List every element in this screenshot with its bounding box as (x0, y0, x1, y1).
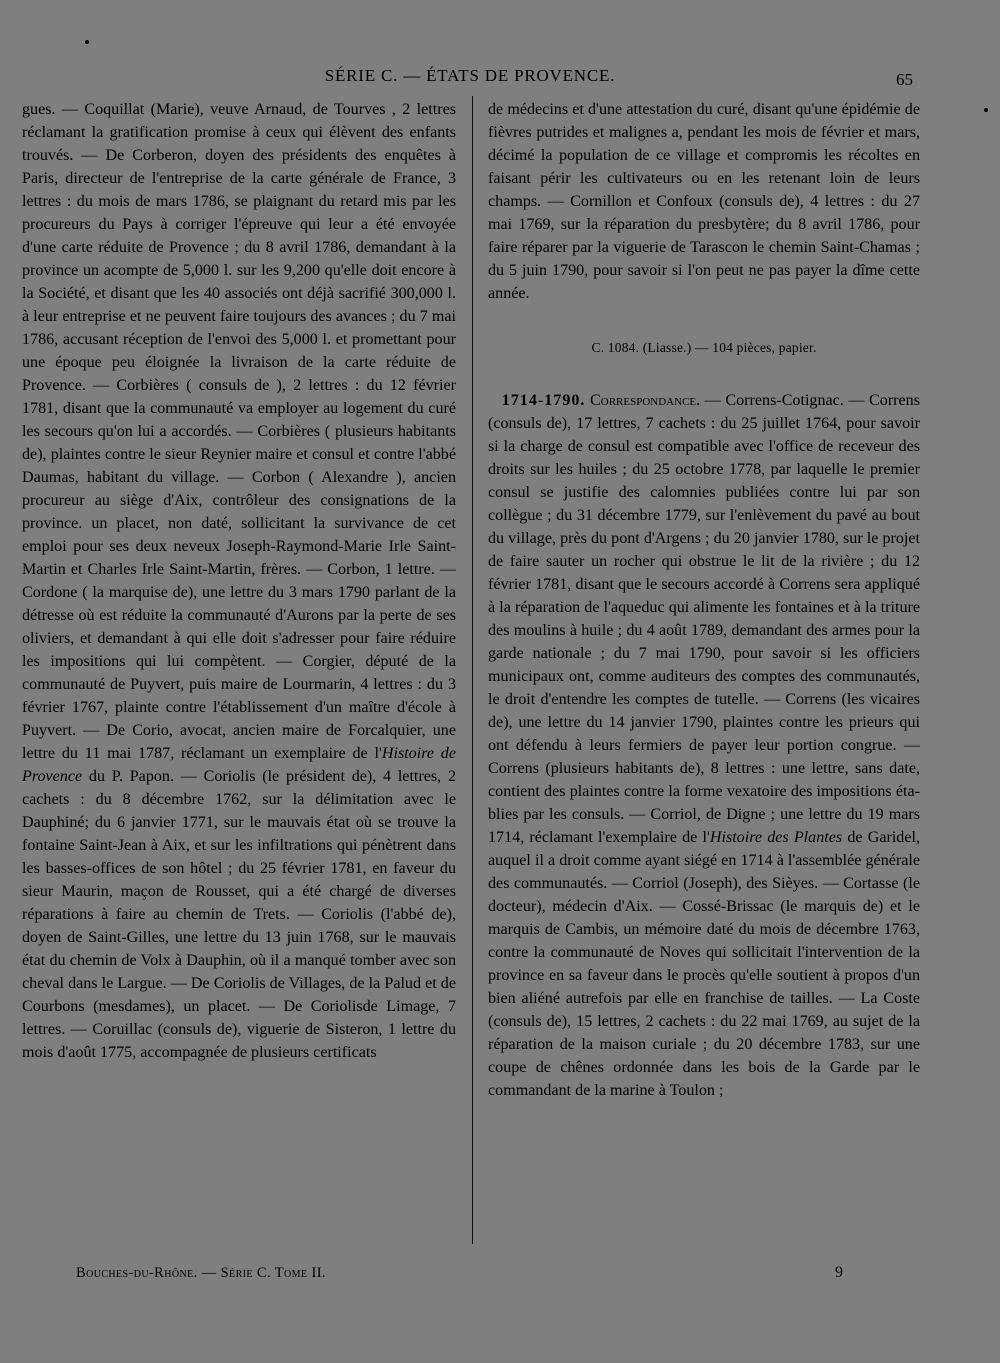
page-number: 65 (896, 70, 913, 89)
entry-heading: Correspondance. (590, 392, 701, 409)
ink-speck (984, 108, 988, 112)
column-divider (472, 96, 473, 1244)
left-italic-title: Histoire de Provence (22, 745, 456, 785)
footer-signature: 9 (835, 1264, 843, 1281)
right-column (488, 98, 920, 1102)
entry-body-b: de Garidel, auquel il a droit comme ayant siégé en 1714 à l'assemblée générale des communautés. — Corriol (Joseph), des Sièyes. — Cortasse (le docteur), médecin d'Aix. — Cossé-Brissac (le marquis de) et le marquis de Cambis, un mémoire daté du mois de décembre 1763, contre la communauté de Noves qui sollicitait l'intervention de la province en sa faveur dans le procès qu'elle soutient à propos d'un bien aliéné autrefois par elle en franchise de tailles. — La Coste (consuls de), 15 lettres, 2 cachets : du 22 mai 1769, au sujet de la réparation de la maison curiale ; du 20 décembre 1783, sur une coupe de chênes ordonnée dans les bois de la Garde par le commandant de la marine à Toulon ; (488, 829, 920, 1099)
running-title: SÉRIE C. — ÉTATS DE PROVENCE. (324, 66, 616, 85)
left-paragraph-end: du P. Papon. — Coriolis (le président de), 4 lettres, 2 cachets : du 8 décembre 1762, sur la délimitation avec le Dauphiné; du 6 janvier 1771, sur le mauvais état où se trouve la fontaine Saint-Jean à Aix, et sur les infiltrations qui pénètrent dans les basses-offices de son hôtel ; du 25 février 1781, en faveur du sieur Maurin, maçon de Rousset, qui a été chargé de diverses réparations à faire au chemin de Trets. — Coriolis (l'abbé de), doyen de Saint-Gilles, une lettre du 13 juin 1768, sur le mauvais état du chemin de Volx à Dauphin, où il a manqué tomber avec son cheval dans le Largue. — De Coriolis de Villages, de la Palud et de Courbons (mesdames), un placet. — De Coriolisde Limage, 7 lettres. — Coruillac (consuls de), viguerie de Sisteron, 1 lettre du mois d'août 1775, accompagnée de plusieurs certificats (22, 768, 456, 1061)
left-paragraph: gues. — Coquillat (Marie), veuve Arnaud, de Tourves , 2 lettres réclamant la gratification promise à ceux qui élèvent des enfants trouvés. — De Corberon, doyen des présidents des enquêtes à Paris, directeur de l'entreprise de la carte générale de France, 3 lettres : du mois de mars 1786, se plaignant du retard mis par les procureurs du Pays à corriger l'épreuve qui leur a été envoyée d'une carte réduite de Provence ; du 8 avril 1786, demandant à la province un acompte de 5,000 l. sur les 9,200 qu'elle doit encore à la Société, et disant que les 40 associés ont déjà sacrifié 300,000 l. à leur entreprise et ne peuvent faire toujours des avances ; du 7 mai 1786, accusant réception de l'envoi des 5,000 l. et promettant pour une époque peu éloignée la livraison de la carte réduite de Provence. — Corbières ( consuls de ), 2 lettres : du 12 février 1781, disant que la communauté va employer au logement du curé les secours qu'on lui a accordés. — Corbières ( plusieurs habitants de), plaintes contre le sieur Reynier maire et consul et contre l'abbé Daumas, habitant du village. — Corbon ( Alexandre ), ancien procureur au siège d'Aix, contrôleur des consignations de la province. un placet, non daté, sollicitant la survivance de cet emploi pour ses deux neveux Joseph-Raymond-Marie Irle Saint-Martin et Charles Irle Saint-Martin, frères. — Corbon, 1 lettre. — Cordone ( la marquise de), une lettre du 3 mars 1790 parlant de la détresse où est réduite la communauté d'Aurons par la perte de ses oliviers, et demandant à qui elle doit s'adresser pour faire réduire les impositions qui lui compètent. — Corgier, député de la communauté de Puyvert, puis maire de Lourmarin, 4 lettres : du 3 février 1767, plainte contre l'établissement d'un maître d'école à Puyvert. — De Corio, avocat, ancien maire de Forcalquier, une lettre du 11 mai 1787, réclamant un exemplaire de l' (22, 101, 456, 762)
left-column-text (22, 98, 456, 1064)
entry-body-a: — Correns-Cotignac. — Correns (consuls de), 17 lettres, 7 cachets : du 25 juillet 1764, pour savoir si la charge de consul est compatible avec l'office de receveur des droits sur les huiles ; du 25 octobre 1778, par laquelle le premier consul se justifie des calomnies publiées contre lui par son collègue ; du 31 décembre 1779, sur l'enlèvement du pavé au bout du village, près du pont d'Argens ; du 20 janvier 1780, sur le projet de faire sauter un rocher qui obstrue le lit de la rivière ; du 12 février 1781, disant que le secours accordé à Correns sera appliqué à la réparation de l'aqueduc qui alimente les fontaines et à la triture des moulins à huile ; du 4 août 1789, demandant des armes pour la garde nationale ; du 7 mai 1790, pour savoir si les officiers municipaux ont, comme auditeurs des comptes des communautés, le droit d'entendre les comptes de tutelle. — Correns (les vicaires de), une lettre du 14 janvier 1790, plaintes contre les prieurs qui ont défendu à leurs fermiers de payer leur portion congrue. — Correns (plusieurs habitants de), 8 lettres : une lettre, sans date, contient des plaintes contre la forme vexatoire des impositions établies par les consuls. — Corriol, de Digne ; une lettre du 19 mars 1714, réclamant l'exemplaire de l' (488, 392, 920, 846)
ink-speck (85, 40, 89, 44)
entry-years: 1714-1790. (501, 392, 586, 409)
right-italic-title: Histoire des Plantes (709, 829, 843, 846)
right-intro: de médecins et d'une attestation du curé, disant qu'une épidémie de fièvres putrides et malignes a, pendant les mois de février et mars, décimé la population de ce village et compromis les récoltes en faisant périr les cultivateurs ou en les retenant loin de leurs champs. — Cornillon et Confoux (consuls de), 4 lettres : du 27 mai 1769, sur la réparation du presbytère; du 8 avril 1786, pour faire réparer par la viguerie de Tarascon le chemin Saint-Chamas ; du 5 juin 1790, pour savoir si l'on peut ne pas payer la dîme cette année. (488, 101, 920, 302)
entry-text (488, 389, 920, 1102)
archive-reference: C. 1084. (Liasse.) — 104 pièces, papier. (591, 340, 817, 355)
left-column (22, 98, 456, 1064)
footer-collection: Bouches-du-Rhône. — Série C. Tome II. (76, 1265, 326, 1281)
